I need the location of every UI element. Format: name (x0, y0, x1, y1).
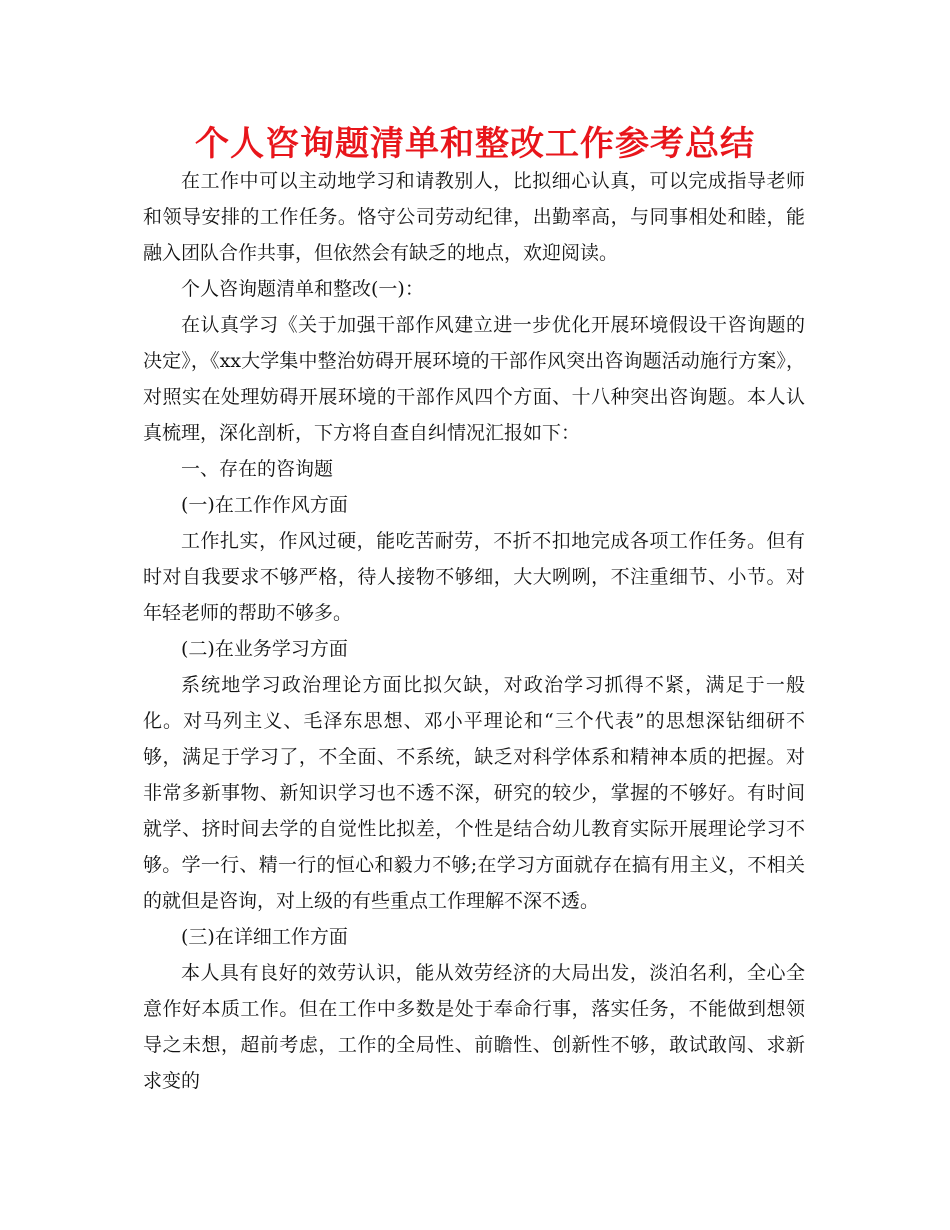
document-body (143, 163, 805, 1099)
document-title: 个人咨询题清单和整改工作参考总结 (195, 124, 755, 164)
section-heading-problems: 一、存在的咨询题 (181, 458, 334, 480)
subheading-business-study: (二)在业务学习方面 (181, 638, 348, 660)
paragraph-business-study: 系统地学习政治理论方面比拟欠缺，对政治学习抓得不紧，满足于一般化。对马列主义、毛泽东思想、邓小平理论和“三个代表”的思想深钻细研不够，满足于学习了，不全面、不系统，缺乏对科学体系和精神本质的把握。对非常多新事物、新知识学习也不透不深，研究的较少，掌握的不够好。有时间就学、挤时间去学的自觉性比拟差，个性是结合幼儿教育实际开展理论学习不够。学一行、精一行的恒心和毅力不够;在学习方面就存在搞有用主义，不相关的就但是咨询，对上级的有些重点工作理解不深不透。 (143, 674, 805, 912)
subheading-work-style: (一)在工作作风方面 (181, 494, 348, 516)
paragraph-detailed-work: 本人具有良好的效劳认识，能从效劳经济的大局出发，淡泊名利，全心全意作好本质工作。但在工作中多数是处于奉命行事，落实任务，不能做到想领导之未想，超前考虑，工作的全局性、前瞻性、创新性不够，敢试敢闯、求新求变的 (143, 962, 805, 1092)
subheading-detailed-work: (三)在详细工作方面 (181, 926, 348, 948)
paragraph-study-decision: 在认真学习《关于加强干部作风建立进一步优化开展环境假设干咨询题的决定》，《xx大学集中整治妨碍开展环境的干部作风突出咨询题活动施行方案》，对照实在处理妨碍开展环境的干部作风四个方面、十八种突出咨询题。本人认真梳理，深化剖析，下方将自查自纠情况汇报如下： (143, 314, 805, 444)
paragraph-intro: 在工作中可以主动地学习和请教别人，比拟细心认真，可以完成指导老师和领导安排的工作任务。恪守公司劳动纪律，出勤率高，与同事相处和睦，能融入团队合作共事，但依然会有缺乏的地点，欢迎阅读。 (143, 170, 805, 264)
section-heading-part-one: 个人咨询题清单和整改(一)： (181, 278, 424, 300)
paragraph-work-style: 工作扎实，作风过硬，能吃苦耐劳，不折不扣地完成各项工作任务。但有时对自我要求不够严格，待人接物不够细，大大咧咧，不注重细节、小节。对年轻老师的帮助不够多。 (143, 530, 805, 624)
